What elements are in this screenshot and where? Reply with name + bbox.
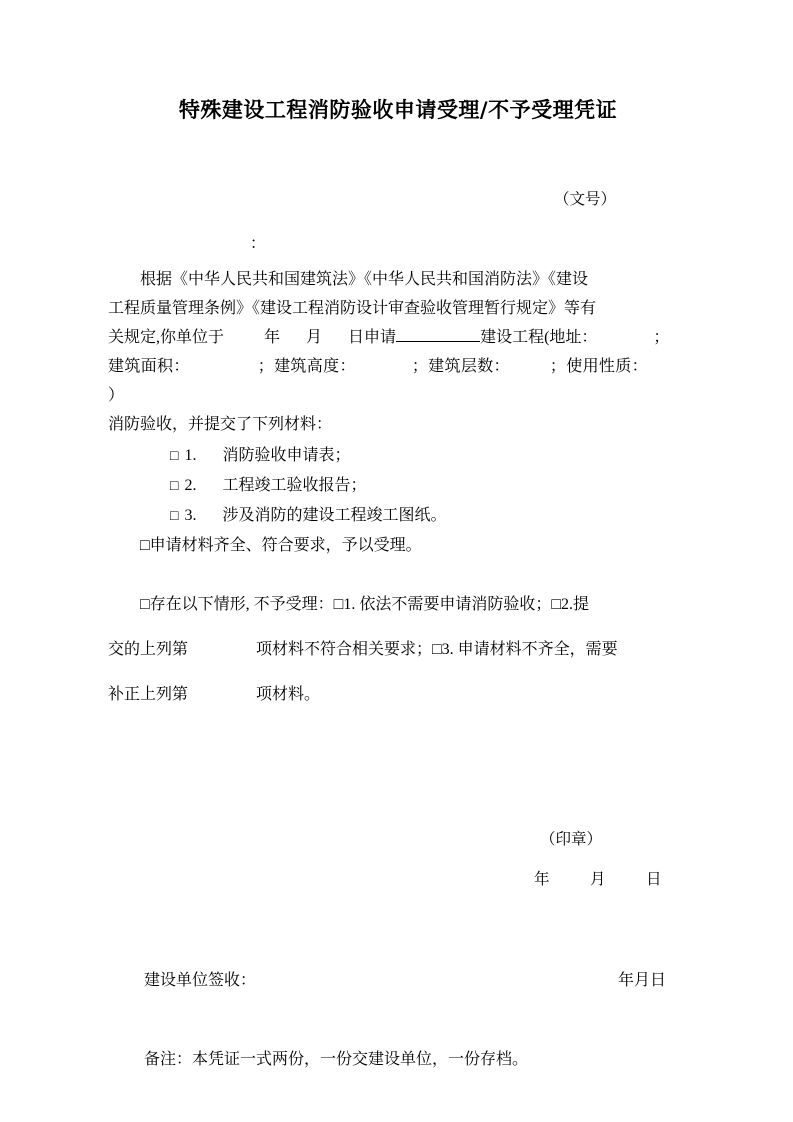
- list-item[interactable]: [108, 501, 688, 531]
- project-name-blank[interactable]: [396, 341, 480, 342]
- body-line-3-a: 关规定,你单位于: [108, 329, 225, 347]
- reject-statement: [108, 590, 688, 709]
- list-item-label: 工程竣工验收报告；: [222, 477, 367, 495]
- issue-date-row: [108, 867, 688, 889]
- issue-date-month: 月: [590, 871, 606, 889]
- reject-line-3[interactable]: [108, 680, 688, 709]
- signature-date-day: 日: [649, 972, 666, 990]
- body-line-5: [108, 410, 688, 439]
- body-line-2-text: 工程质量管理条例》《建设工程消防设计审查验收管理暂行规定》等有: [108, 300, 597, 318]
- issue-date-year: 年: [534, 871, 550, 889]
- list-item-index: 1.: [184, 447, 197, 465]
- body-line-3-month: 月: [306, 329, 323, 347]
- issue-date-day: 日: [646, 871, 662, 889]
- list-item-index: 2.: [184, 477, 197, 495]
- list-item[interactable]: [108, 441, 688, 471]
- body-line-4-e: ）: [108, 387, 125, 405]
- recipient-colon: [108, 231, 688, 253]
- checkbox-icon[interactable]: □: [170, 509, 179, 525]
- checkbox-icon[interactable]: □: [170, 449, 179, 465]
- body-line-1: [108, 265, 688, 294]
- reject-line-2-b: 项材料不符合相关要求；□3. 申请材料不齐全，需要: [256, 641, 618, 659]
- reject-line-3-a: 补正上列第: [108, 686, 189, 704]
- body-line-2: [108, 294, 688, 323]
- reject-line-2[interactable]: [108, 635, 688, 664]
- body-line-5-text: 消防验收，并提交了下列材料：: [108, 416, 333, 434]
- body-line-4-c: ；建筑层数：: [411, 358, 510, 376]
- remark-row: [108, 1046, 688, 1069]
- body-line-4-b: ；建筑高度：: [257, 358, 356, 376]
- list-item-index: 3.: [184, 507, 197, 525]
- reject-line-3-b: 项材料。: [256, 686, 321, 704]
- body-line-4-a: 建筑面积：: [108, 358, 190, 376]
- signature-date-year: 年: [617, 972, 634, 990]
- body-line-1-text: 根据《中华人民共和国建筑法》《中华人民共和国消防法》《建设: [140, 271, 589, 289]
- signature-date-month: 月: [633, 972, 650, 990]
- signature-date: [618, 967, 666, 990]
- body-line-3: [108, 323, 688, 352]
- signature-row: [108, 967, 688, 990]
- remark-text: 备注：本凭证一式两份，一份交建设单位，一份存档。: [144, 1051, 529, 1069]
- body-line-3-b: 建设工程(地址：: [480, 329, 598, 347]
- checkbox-icon[interactable]: □: [170, 479, 179, 495]
- reject-line-2-a: 交的上列第: [108, 641, 189, 659]
- body-line-3-year: 年: [264, 329, 281, 347]
- recipient-colon-text: ：: [250, 235, 266, 253]
- accept-statement[interactable]: [108, 531, 688, 560]
- signature-label: 建设单位签收：: [144, 972, 257, 990]
- reject-line-1-text: □存在以下情形, 不予受理：□1. 依法不需要申请消防验收；□2.提: [140, 596, 589, 614]
- page-title: 特殊建设工程消防验收申请受理/不予受理凭证: [178, 98, 618, 122]
- document-number-label: （文号）: [553, 191, 616, 209]
- seal-label-row: [108, 827, 688, 849]
- body-line-3-semicolon: ；: [653, 329, 670, 347]
- document-content: [108, 96, 688, 1069]
- document-number-row: [108, 187, 688, 209]
- list-item-label: 涉及消防的建设工程竣工图纸。: [222, 507, 447, 525]
- reject-line-1[interactable]: [108, 590, 688, 619]
- seal-label: （印章）: [539, 831, 602, 849]
- accept-statement-text: □申请材料齐全、符合要求，予以受理。: [140, 537, 422, 555]
- body-line-4: [108, 352, 688, 410]
- list-item-label: 消防验收申请表；: [222, 447, 351, 465]
- list-item[interactable]: [108, 471, 688, 501]
- body-paragraph: [108, 265, 688, 439]
- materials-list: [108, 441, 688, 531]
- body-line-4-d: ；使用性质：: [549, 358, 648, 376]
- body-line-3-day: 日申请: [348, 329, 397, 347]
